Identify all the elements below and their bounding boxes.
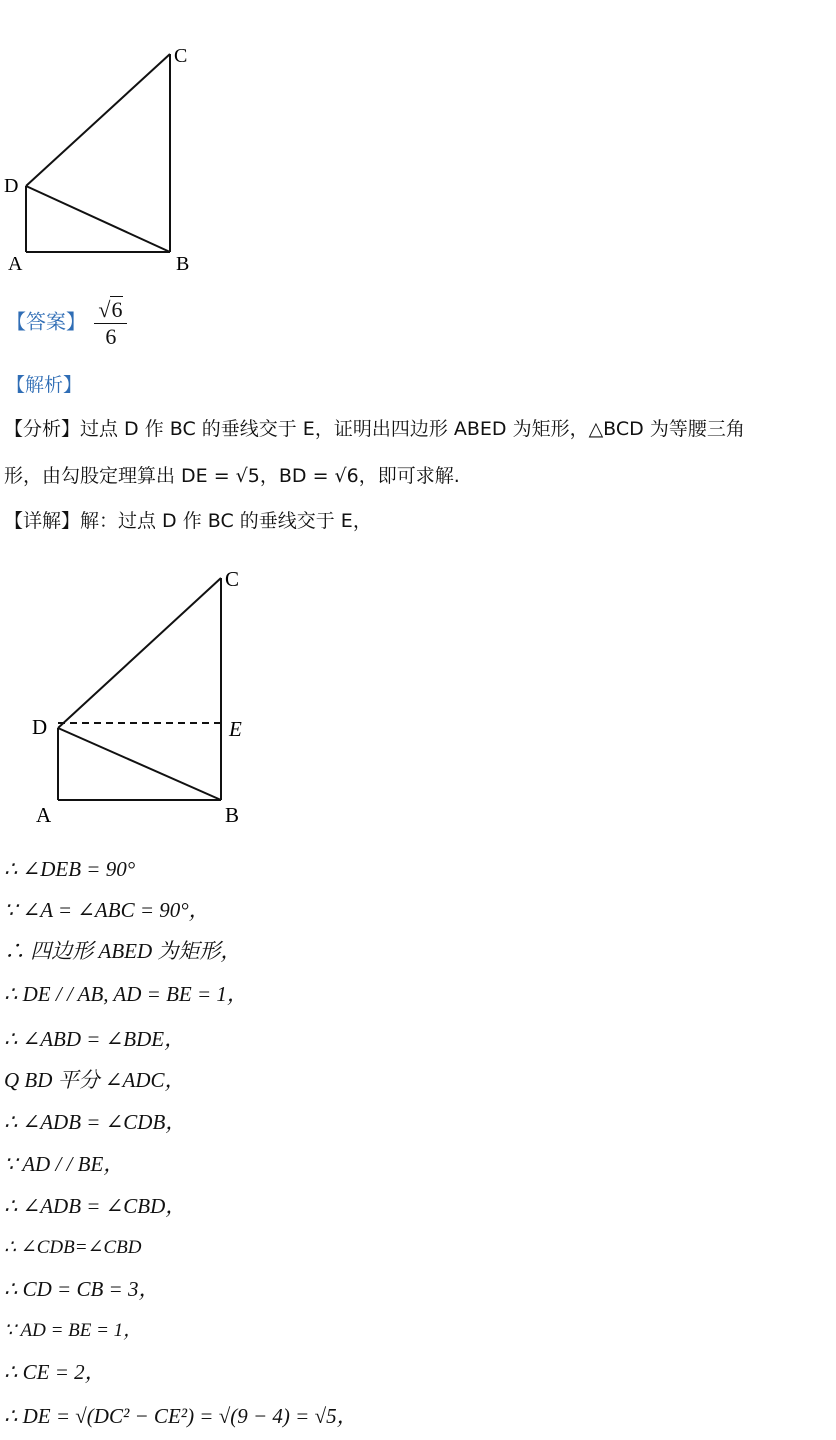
segment-dc bbox=[26, 54, 170, 186]
step-7: ∴ ∠ADB = ∠CDB， bbox=[4, 1110, 187, 1134]
segment-db bbox=[58, 728, 221, 800]
detail-line bbox=[4, 506, 372, 533]
label-b: B bbox=[176, 253, 190, 275]
analysis-line-1 bbox=[4, 414, 745, 441]
analysis-tag: 【分析】 bbox=[4, 418, 81, 440]
step-3: ∴ 四边形 ABED 为矩形， bbox=[4, 939, 242, 963]
figure-1-triangle-diagram bbox=[0, 40, 210, 280]
analysis-line-2: 形，由勾股定理算出 DE = √5，BD = √6，即可求解. bbox=[4, 465, 460, 487]
detail-text: 解：过点 D 作 BC 的垂线交于 E， bbox=[80, 510, 372, 532]
step-11: ∴ CD = CB = 3， bbox=[4, 1277, 160, 1301]
step-2: ∵ ∠A = ∠ABC = 90°， bbox=[4, 898, 210, 922]
label-a: A bbox=[8, 253, 23, 275]
label-c: C bbox=[174, 45, 188, 67]
step-10: ∴ ∠CDB=∠CBD bbox=[4, 1237, 142, 1258]
segment-db bbox=[26, 186, 170, 252]
label-e: E bbox=[229, 717, 242, 741]
label-a: A bbox=[36, 803, 52, 827]
answer-numerator: 6 bbox=[111, 297, 123, 322]
step-1: ∴ ∠DEB = 90° bbox=[4, 857, 136, 881]
label-b: B bbox=[225, 803, 240, 827]
step-14: ∴ DE = √(DC² − CE²) = √(9 − 4) = √5， bbox=[4, 1404, 358, 1428]
step-9: ∴ ∠ADB = ∠CBD， bbox=[4, 1194, 187, 1218]
answer-tag: 【答案】 bbox=[6, 309, 86, 334]
step-5: ∴ ∠ABD = ∠BDE， bbox=[4, 1027, 186, 1051]
analysis-text-1: 过点 D 作 BC 的垂线交于 E，证明出四边形 ABED 为矩形，△BCD 为等腰三角 bbox=[80, 418, 745, 440]
label-d: D bbox=[32, 715, 48, 739]
label-d: D bbox=[4, 175, 19, 197]
answer-denominator: 6 bbox=[105, 324, 117, 349]
answer-row bbox=[6, 296, 127, 350]
detail-tag: 【详解】 bbox=[4, 510, 81, 532]
answer-fraction: $\frac{√6}{6}$ bbox=[94, 296, 127, 350]
segment-dc bbox=[58, 578, 221, 728]
step-13: ∴ CE = 2， bbox=[4, 1360, 106, 1384]
step-12: ∵ AD = BE = 1， bbox=[4, 1320, 143, 1341]
step-4: ∴ DE / / AB, AD = BE = 1， bbox=[4, 982, 248, 1006]
step-8: ∵ AD / / BE， bbox=[4, 1152, 125, 1176]
label-c: C bbox=[225, 567, 240, 591]
analysis-section-tag: 【解析】 bbox=[6, 374, 83, 396]
figure-2-triangle-diagram bbox=[20, 560, 270, 835]
step-6: Q BD 平分 ∠ADC， bbox=[4, 1068, 186, 1092]
